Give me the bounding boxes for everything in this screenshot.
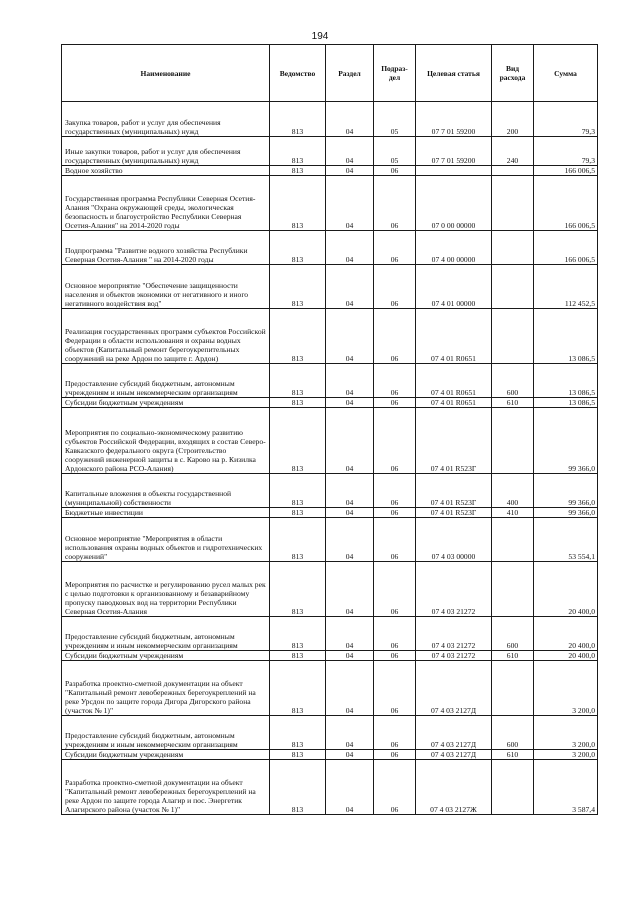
column-header-sum: Сумма [534, 45, 598, 102]
row-expense-cell [492, 309, 534, 364]
row-expense-cell [492, 518, 534, 562]
row-section-cell: 04 [326, 617, 374, 651]
table-row [62, 166, 598, 176]
table-row [62, 309, 598, 364]
row-sum-cell: 3 200,0 [534, 661, 598, 716]
column-header-name: Наименование [62, 45, 270, 102]
row-section-cell: 04 [326, 760, 374, 815]
row-target-cell: 07 4 03 00000 [416, 518, 492, 562]
row-name-cell: Мероприятия по социально-экономическому развитию субъектов Российской Федерации, входящих в состав Северо-Кавказского федерального округа (Строительство сооружений инженерной защиты в с. Карово на р. Кизилка Ардонского района РСО-Алания) [62, 408, 270, 474]
row-subsection-cell: 06 [374, 518, 416, 562]
row-section-cell: 04 [326, 398, 374, 408]
row-dept-cell: 813 [270, 562, 326, 617]
row-sum-cell: 79,3 [534, 102, 598, 137]
row-name-cell: Капитальные вложения в объекты государственной (муниципальной) собственности [62, 474, 270, 508]
row-expense-cell: 600 [492, 617, 534, 651]
row-subsection-cell: 06 [374, 231, 416, 265]
row-dept-cell: 813 [270, 617, 326, 651]
row-sum-cell: 20 400,0 [534, 651, 598, 661]
row-name-cell: Иные закупки товаров, работ и услуг для обеспечения государственных (муниципальных) нужд [62, 137, 270, 166]
row-dept-cell: 813 [270, 508, 326, 518]
row-name-cell: Предоставление субсидий бюджетным, автономным учреждениям и иным некоммерческим организациям [62, 617, 270, 651]
row-subsection-cell: 06 [374, 364, 416, 398]
row-expense-cell [492, 562, 534, 617]
row-subsection-cell: 06 [374, 309, 416, 364]
row-subsection-cell: 06 [374, 474, 416, 508]
row-subsection-cell: 06 [374, 166, 416, 176]
row-name-cell: Субсидии бюджетным учреждениям [62, 750, 270, 760]
row-target-cell: 07 4 01 R0651 [416, 398, 492, 408]
row-dept-cell: 813 [270, 716, 326, 750]
row-expense-cell [492, 166, 534, 176]
row-target-cell: 07 4 01 R523Г [416, 508, 492, 518]
table-row [62, 474, 598, 508]
row-target-cell: 07 4 01 R0651 [416, 364, 492, 398]
row-expense-cell: 400 [492, 474, 534, 508]
row-section-cell: 04 [326, 364, 374, 398]
row-target-cell: 07 4 01 R523Г [416, 474, 492, 508]
row-target-cell: 07 4 03 2127Д [416, 716, 492, 750]
row-sum-cell: 166 006,5 [534, 166, 598, 176]
table-row [62, 231, 598, 265]
row-name-cell: Субсидии бюджетным учреждениям [62, 398, 270, 408]
table-row [62, 137, 598, 166]
row-subsection-cell: 06 [374, 176, 416, 231]
row-sum-cell: 112 452,5 [534, 265, 598, 309]
table-row [62, 716, 598, 750]
row-dept-cell: 813 [270, 518, 326, 562]
row-name-cell: Бюджетные инвестиции [62, 508, 270, 518]
row-sum-cell: 13 086,5 [534, 309, 598, 364]
row-dept-cell: 813 [270, 231, 326, 265]
row-name-cell: Основное мероприятие "Мероприятия в области использования охраны водных объектов и гидротехнических сооружений" [62, 518, 270, 562]
row-sum-cell: 166 006,5 [534, 176, 598, 231]
row-expense-cell [492, 176, 534, 231]
table-row [62, 508, 598, 518]
row-dept-cell: 813 [270, 750, 326, 760]
row-section-cell: 04 [326, 137, 374, 166]
row-target-cell: 07 0 00 00000 [416, 176, 492, 231]
row-name-cell: Подпрограмма "Развитие водного хозяйства Республики Северная Осетия-Алания " на 2014-2020 годы [62, 231, 270, 265]
row-section-cell: 04 [326, 518, 374, 562]
row-target-cell: 07 4 03 2127Ж [416, 760, 492, 815]
column-header-dept: Ведомство [270, 45, 326, 102]
row-expense-cell: 200 [492, 102, 534, 137]
row-expense-cell: 600 [492, 364, 534, 398]
table-row [62, 518, 598, 562]
row-sum-cell: 20 400,0 [534, 562, 598, 617]
table-row [62, 398, 598, 408]
row-sum-cell: 99 366,0 [534, 474, 598, 508]
row-subsection-cell: 06 [374, 562, 416, 617]
table-row [62, 102, 598, 137]
table-row [62, 760, 598, 815]
row-name-cell: Разработка проектно-сметной документации на объект "Капитальный ремонт левобережных берегоукреплений на реке Урсдон по защите города Дигора Дигорского района (участок № 1)" [62, 661, 270, 716]
row-target-cell: 07 4 03 21272 [416, 651, 492, 661]
row-target-cell: 07 4 03 2127Д [416, 661, 492, 716]
row-dept-cell: 813 [270, 176, 326, 231]
row-sum-cell: 79,3 [534, 137, 598, 166]
row-expense-cell [492, 661, 534, 716]
row-subsection-cell: 05 [374, 137, 416, 166]
column-header-subsection: Подраз-дел [374, 45, 416, 102]
table-row [62, 651, 598, 661]
page-number: 194 [311, 31, 329, 42]
row-name-cell: Предоставление субсидий бюджетным, автономным учреждениям и иным некоммерческим организациям [62, 364, 270, 398]
row-dept-cell: 813 [270, 408, 326, 474]
row-sum-cell: 13 086,5 [534, 364, 598, 398]
row-expense-cell [492, 408, 534, 474]
row-target-cell: 07 4 00 00000 [416, 231, 492, 265]
row-section-cell: 04 [326, 309, 374, 364]
row-subsection-cell: 06 [374, 398, 416, 408]
row-section-cell: 04 [326, 474, 374, 508]
table-row [62, 265, 598, 309]
row-target-cell: 07 7 01 59200 [416, 102, 492, 137]
column-header-expense: Вид расхода [492, 45, 534, 102]
row-dept-cell: 813 [270, 309, 326, 364]
row-sum-cell: 3 200,0 [534, 716, 598, 750]
row-dept-cell: 813 [270, 760, 326, 815]
row-expense-cell: 610 [492, 750, 534, 760]
row-target-cell: 07 4 03 21272 [416, 562, 492, 617]
row-subsection-cell: 06 [374, 508, 416, 518]
row-sum-cell: 99 366,0 [534, 408, 598, 474]
table-row [62, 364, 598, 398]
row-dept-cell: 813 [270, 102, 326, 137]
row-subsection-cell: 06 [374, 661, 416, 716]
row-section-cell: 04 [326, 562, 374, 617]
row-section-cell: 04 [326, 661, 374, 716]
row-subsection-cell: 06 [374, 617, 416, 651]
row-section-cell: 04 [326, 651, 374, 661]
row-expense-cell: 410 [492, 508, 534, 518]
row-subsection-cell: 06 [374, 760, 416, 815]
row-subsection-cell: 06 [374, 408, 416, 474]
row-dept-cell: 813 [270, 661, 326, 716]
row-target-cell: 07 4 01 00000 [416, 265, 492, 309]
row-expense-cell: 240 [492, 137, 534, 166]
row-section-cell: 04 [326, 750, 374, 760]
table-header-row [62, 45, 598, 102]
row-sum-cell: 53 554,1 [534, 518, 598, 562]
row-dept-cell: 813 [270, 364, 326, 398]
row-subsection-cell: 06 [374, 265, 416, 309]
row-section-cell: 04 [326, 508, 374, 518]
table-row [62, 562, 598, 617]
row-target-cell: 07 4 01 R0651 [416, 309, 492, 364]
table-row [62, 408, 598, 474]
row-dept-cell: 813 [270, 398, 326, 408]
row-subsection-cell: 05 [374, 102, 416, 137]
row-sum-cell: 166 006,5 [534, 231, 598, 265]
row-expense-cell: 610 [492, 398, 534, 408]
row-section-cell: 04 [326, 408, 374, 474]
row-subsection-cell: 06 [374, 750, 416, 760]
row-dept-cell: 813 [270, 265, 326, 309]
row-section-cell: 04 [326, 231, 374, 265]
row-name-cell: Реализация государственных программ субъектов Российской Федерации в области использования и охраны водных объектов (Капитальный ремонт берегоукрепительных сооружений на реке Ардон по защите г. Ардон) [62, 309, 270, 364]
row-name-cell: Водное хозяйство [62, 166, 270, 176]
budget-table [61, 44, 598, 815]
row-expense-cell [492, 760, 534, 815]
table-row [62, 617, 598, 651]
row-dept-cell: 813 [270, 166, 326, 176]
row-sum-cell: 13 086,5 [534, 398, 598, 408]
row-section-cell: 04 [326, 265, 374, 309]
row-target-cell: 07 4 03 21272 [416, 617, 492, 651]
row-expense-cell: 610 [492, 651, 534, 661]
row-target-cell: 07 7 01 59200 [416, 137, 492, 166]
column-header-target: Целевая статья [416, 45, 492, 102]
table-row [62, 176, 598, 231]
row-dept-cell: 813 [270, 137, 326, 166]
row-name-cell: Закупка товаров, работ и услуг для обеспечения государственных (муниципальных) нужд [62, 102, 270, 137]
row-sum-cell: 3 587,4 [534, 760, 598, 815]
row-expense-cell [492, 231, 534, 265]
table-row [62, 750, 598, 760]
row-target-cell: 07 4 03 2127Д [416, 750, 492, 760]
row-name-cell: Предоставление субсидий бюджетным, автономным учреждениям и иным некоммерческим организациям [62, 716, 270, 750]
row-section-cell: 04 [326, 716, 374, 750]
row-dept-cell: 813 [270, 474, 326, 508]
row-subsection-cell: 06 [374, 651, 416, 661]
row-section-cell: 04 [326, 166, 374, 176]
row-sum-cell: 20 400,0 [534, 617, 598, 651]
table-row [62, 661, 598, 716]
row-subsection-cell: 06 [374, 716, 416, 750]
row-name-cell: Мероприятия по расчистке и регулированию русел малых рек с целью подготовки к организованному и безаварийному пропуску паводковых вод на территории Республики Северная Осетия-Алания [62, 562, 270, 617]
row-dept-cell: 813 [270, 651, 326, 661]
column-header-section: Раздел [326, 45, 374, 102]
row-sum-cell: 99 366,0 [534, 508, 598, 518]
row-expense-cell: 600 [492, 716, 534, 750]
row-section-cell: 04 [326, 102, 374, 137]
row-name-cell: Субсидии бюджетным учреждениям [62, 651, 270, 661]
row-expense-cell [492, 265, 534, 309]
row-name-cell: Основное мероприятие "Обеспечение защищенности населения и объектов экономики от негативного и иного негативного воздействия вод" [62, 265, 270, 309]
table-body [62, 102, 598, 815]
row-target-cell [416, 166, 492, 176]
row-target-cell: 07 4 01 R523Г [416, 408, 492, 474]
row-sum-cell: 3 200,0 [534, 750, 598, 760]
row-section-cell: 04 [326, 176, 374, 231]
row-name-cell: Разработка проектно-сметной документации на объект "Капитальный ремонт левобережных берегоукреплений на реке Ардон по защите города Алагир и пос. Энергетик Алагирского района (участок № 1)" [62, 760, 270, 815]
row-name-cell: Государственная программа Республики Северная Осетия-Алания "Охрана окружающей среды, экологическая безопасность и благоустройство Республики Северная Осетия-Алания" на 2014-2020 годы [62, 176, 270, 231]
